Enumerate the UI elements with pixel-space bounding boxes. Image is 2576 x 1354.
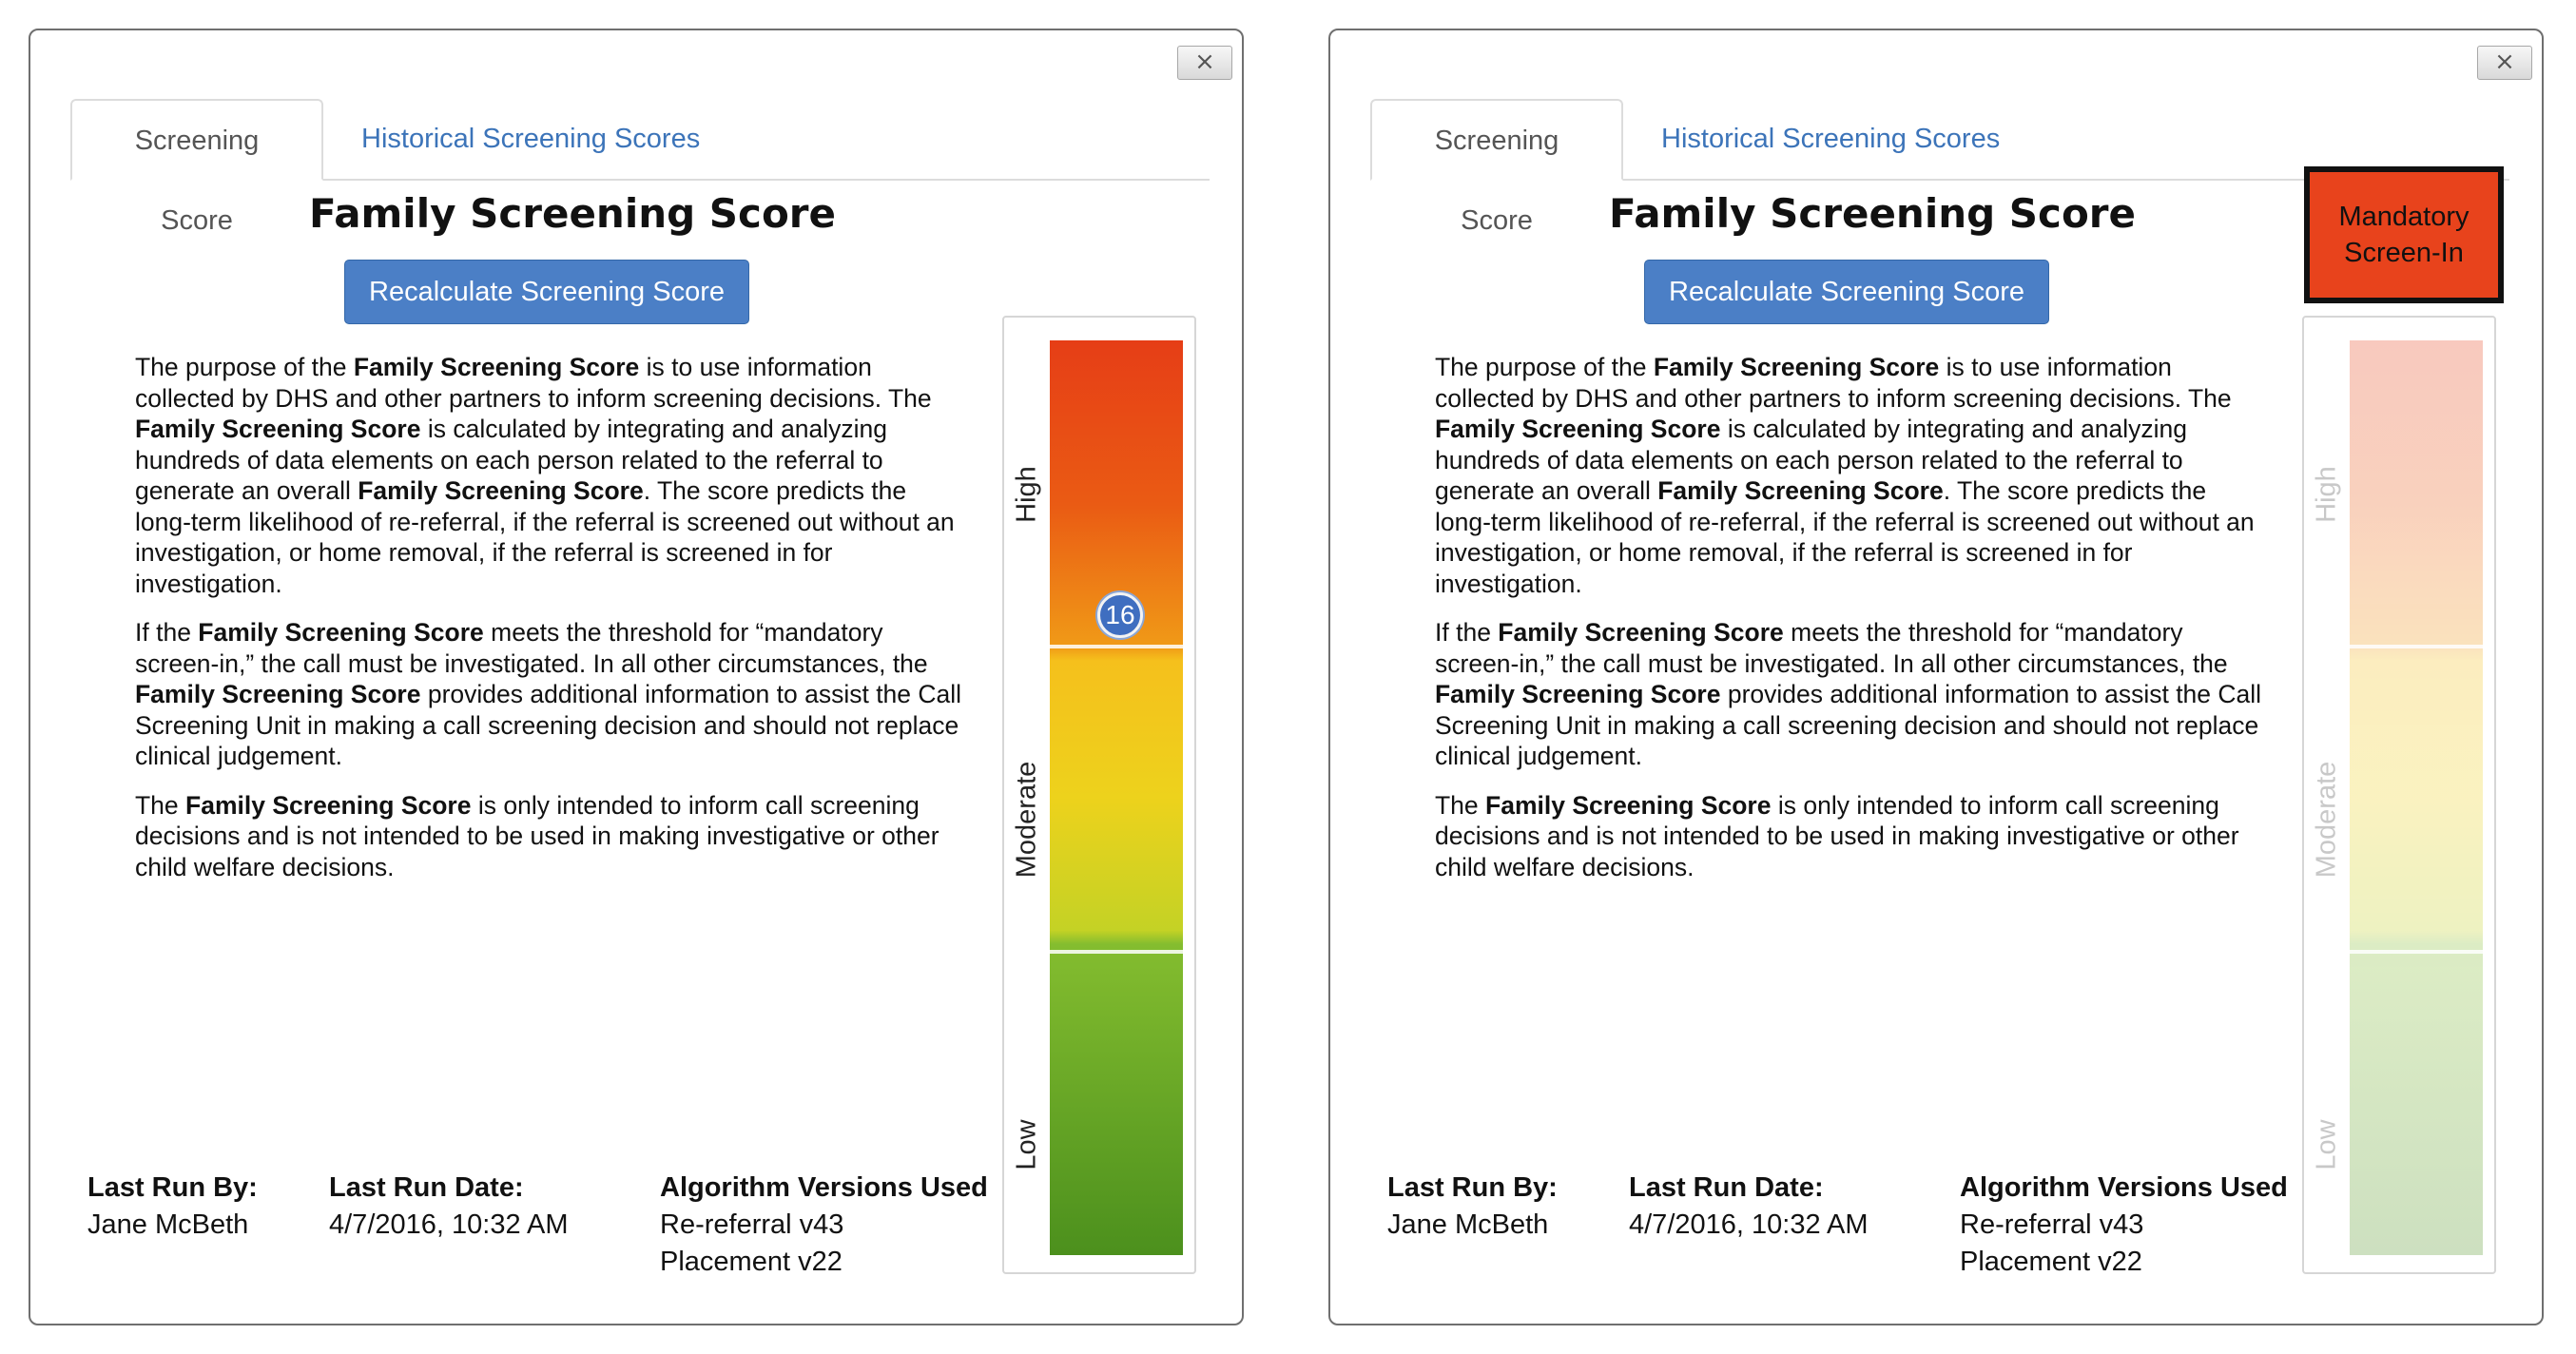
- last-run-by-value: Jane McBeth: [1387, 1209, 1549, 1240]
- description-paragraph-1: The purpose of the Family Screening Score is to use information collected by DHS and other partners to inform screening decisions. The Family Screening Score is calculated by integrating and analyzing hundreds of data elements on each person related to the referral to generate an overall Family Screening Score. The score predicts the long-term likelihood of re-referral, if the referral is screened out without an investigation, or home removal, if the referral is screened in for investigation.: [1435, 353, 2255, 598]
- last-run-date-label: Last Run Date:: [1629, 1172, 1824, 1203]
- badge-line-1: Mandatory: [2338, 202, 2469, 232]
- description-paragraph-3: The Family Screening Score is only intended to inform call screening decisions and is not intended to be used in making investigative or other child welfare decisions.: [1435, 790, 2239, 881]
- algorithm-version-placement: Placement v22: [1960, 1247, 2142, 1277]
- tab-screening-score[interactable]: Screening Score: [1370, 99, 1623, 181]
- description-paragraph-1: The purpose of the Family Screening Score is to use information collected by DHS and other partners to inform screening decisions. The Family Screening Score is calculated by integrating and analyzing hundreds of data elements on each person related to the referral to generate an overall Family Screening Score. The score predicts the long-term likelihood of re-referral, if the referral is screened out without an investigation, or home removal, if the referral is screened in for investigation.: [135, 353, 955, 598]
- algorithm-versions-label: Algorithm Versions Used: [1960, 1172, 2288, 1203]
- tab-historical-screening-scores[interactable]: Historical Screening Scores: [361, 124, 701, 154]
- last-run-date: [329, 1170, 569, 1244]
- screening-score-dialog-right: [1328, 29, 2544, 1325]
- description-text: [1435, 352, 2262, 900]
- last-run-by: [1387, 1170, 1558, 1244]
- page-title: Family Screening Score: [308, 190, 837, 237]
- score-gauge: High Moderate Low: [2302, 316, 2496, 1274]
- algorithm-version-placement: Placement v22: [660, 1247, 843, 1277]
- algorithm-version-rereferral: Re-referral v43: [1960, 1209, 2144, 1240]
- algorithm-versions: [1960, 1170, 2288, 1281]
- mandatory-screen-in-badge: [2304, 166, 2504, 303]
- gauge-divider-moderate-low: [1050, 950, 1183, 954]
- algorithm-version-rereferral: Re-referral v43: [660, 1209, 844, 1240]
- gauge-color-bar: [2350, 340, 2483, 1255]
- gauge-divider-moderate-low: [2350, 950, 2483, 954]
- score-gauge: High Moderate Low 16: [1002, 316, 1196, 1274]
- recalculate-screening-score-button[interactable]: Recalculate Screening Score: [344, 260, 749, 324]
- last-run-by-value: Jane McBeth: [87, 1209, 249, 1240]
- gauge-color-bar: [1050, 340, 1183, 1255]
- algorithm-versions-label: Algorithm Versions Used: [660, 1172, 988, 1203]
- tab-historical-screening-scores[interactable]: Historical Screening Scores: [1661, 124, 2001, 154]
- page-title: Family Screening Score: [1608, 190, 2137, 237]
- score-indicator: 16: [1097, 592, 1143, 638]
- close-button[interactable]: ×: [2477, 46, 2532, 80]
- screening-score-dialog-left: [29, 29, 1244, 1325]
- description-paragraph-2: If the Family Screening Score meets the threshold for “mandatory screen-in,” the call must be investigated. In all other circumstances, the Family Screening Score provides additional information to assist the Call Screening Unit in making a call screening decision and should not replace clinical judgement.: [1435, 618, 2262, 770]
- gauge-divider-high-moderate: [2350, 645, 2483, 648]
- tab-screening-score[interactable]: Screening Score: [70, 99, 323, 181]
- description-paragraph-3: The Family Screening Score is only intended to inform call screening decisions and is not intended to be used in making investigative or other child welfare decisions.: [135, 790, 939, 881]
- recalculate-screening-score-button[interactable]: Recalculate Screening Score: [1644, 260, 2049, 324]
- last-run-by: [87, 1170, 258, 1244]
- last-run-date: [1629, 1170, 1869, 1244]
- last-run-date-label: Last Run Date:: [329, 1172, 524, 1203]
- description-paragraph-2: If the Family Screening Score meets the threshold for “mandatory screen-in,” the call must be investigated. In all other circumstances, the Family Screening Score provides additional information to assist the Call Screening Unit in making a call screening decision and should not replace clinical judgement.: [135, 618, 962, 770]
- last-run-by-label: Last Run By:: [87, 1172, 258, 1203]
- algorithm-versions: [660, 1170, 988, 1281]
- close-button[interactable]: ×: [1177, 46, 1232, 80]
- description-text: [135, 352, 962, 900]
- gauge-divider-high-moderate: [1050, 645, 1183, 648]
- last-run-by-label: Last Run By:: [1387, 1172, 1558, 1203]
- badge-line-2: Screen-In: [2344, 238, 2464, 268]
- last-run-date-value: 4/7/2016, 10:32 AM: [329, 1209, 569, 1240]
- last-run-date-value: 4/7/2016, 10:32 AM: [1629, 1209, 1869, 1240]
